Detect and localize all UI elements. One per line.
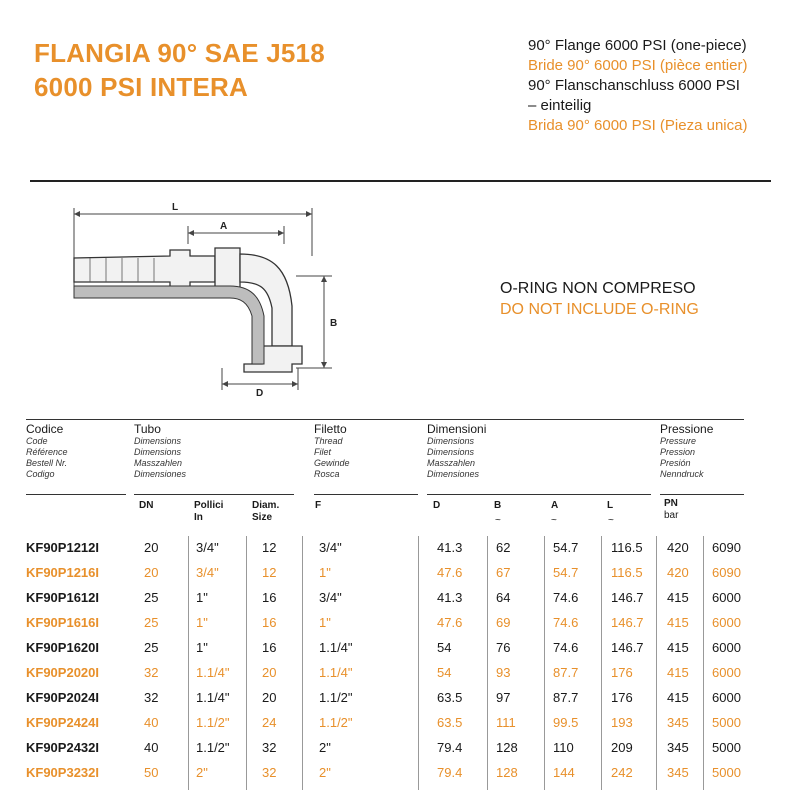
cell-inch: 1" xyxy=(196,590,208,605)
cell-pn: 415 xyxy=(667,665,689,680)
cell-psi: 6090 xyxy=(712,565,741,580)
cell-code: KF90P2024I xyxy=(26,690,99,705)
table-row xyxy=(0,585,802,610)
cell-inch: 1" xyxy=(196,615,208,630)
col-diam-size: Diam. Size xyxy=(252,500,280,523)
cell-dn: 25 xyxy=(144,615,159,630)
cell-l: 242 xyxy=(611,765,633,780)
cell-dn: 25 xyxy=(144,640,159,655)
cell-a: 99.5 xyxy=(553,715,579,730)
cell-dn: 32 xyxy=(144,690,159,705)
table-row xyxy=(0,610,802,635)
dim-label-B: B xyxy=(330,318,338,329)
cell-thread: 1.1/4" xyxy=(319,640,353,655)
header-dimensioni: Dimensioni Dimensions Dimensions Masszahlen Dimensiones xyxy=(427,422,487,479)
subtitle-line-3: 90° Flanschanschluss 6000 PSI xyxy=(528,77,740,94)
header-divider xyxy=(30,180,771,182)
cell-dn: 50 xyxy=(144,765,159,780)
cell-d: 47.6 xyxy=(437,565,463,580)
tilde-l: ~ xyxy=(608,515,614,526)
cell-b: 69 xyxy=(496,615,511,630)
cell-size: 12 xyxy=(262,565,277,580)
cell-psi: 5000 xyxy=(712,715,741,730)
cell-code: KF90P2424I xyxy=(26,715,99,730)
cell-d: 54 xyxy=(437,665,452,680)
subtitle-line-2: Bride 90° 6000 PSI (pièce entier) xyxy=(528,57,748,74)
cell-b: 62 xyxy=(496,540,511,555)
cell-size: 12 xyxy=(262,540,277,555)
cell-code: KF90P1620I xyxy=(26,640,99,655)
title-line-1: FLANGIA 90° SAE J518 xyxy=(34,38,325,68)
cell-l: 146.7 xyxy=(611,615,644,630)
cell-code: KF90P2020I xyxy=(26,665,99,680)
cell-l: 176 xyxy=(611,690,633,705)
table-row xyxy=(0,560,802,585)
col-pn: PN bar xyxy=(664,498,679,521)
header-filetto: Filetto Thread Filet Gewinde Rosca xyxy=(314,422,350,479)
cell-a: 54.7 xyxy=(553,565,579,580)
cell-pn: 415 xyxy=(667,590,689,605)
cell-l: 146.7 xyxy=(611,590,644,605)
cell-d: 63.5 xyxy=(437,690,463,705)
oring-note-italian: O-RING NON COMPRESO xyxy=(500,280,696,297)
tilde-a: ~ xyxy=(551,515,557,526)
dimensioni-rule xyxy=(427,494,651,495)
cell-inch: 1.1/2" xyxy=(196,740,230,755)
cell-size: 20 xyxy=(262,690,277,705)
cell-inch: 1.1/4" xyxy=(196,690,230,705)
cell-thread: 3/4" xyxy=(319,590,342,605)
cell-a: 110 xyxy=(553,740,574,755)
cell-psi: 6000 xyxy=(712,690,741,705)
cell-thread: 1.1/2" xyxy=(319,690,353,705)
cell-pn: 415 xyxy=(667,690,689,705)
oring-note xyxy=(500,278,699,320)
table-row xyxy=(0,660,802,685)
cell-b: 128 xyxy=(496,740,518,755)
cell-psi: 6000 xyxy=(712,615,741,630)
cell-dn: 20 xyxy=(144,540,159,555)
col-l: L xyxy=(607,500,614,511)
cell-thread: 2" xyxy=(319,740,331,755)
cell-inch: 2" xyxy=(196,765,208,780)
header-pressione: Pressione Pressure Pression Presión Nenndruck xyxy=(660,422,714,479)
table-row xyxy=(0,685,802,710)
tilde-b: ~ xyxy=(495,515,501,526)
table-row xyxy=(0,710,802,735)
cell-d: 41.3 xyxy=(437,540,463,555)
cell-pn: 420 xyxy=(667,540,689,555)
cell-code: KF90P3232I xyxy=(26,765,99,780)
col-a: A xyxy=(551,500,559,511)
cell-psi: 6000 xyxy=(712,640,741,655)
header-tubo: Tubo Dimensions Dimensions Masszahlen Dimensiones xyxy=(134,422,187,479)
cell-code: KF90P1612I xyxy=(26,590,99,605)
cell-size: 24 xyxy=(262,715,277,730)
cell-b: 111 xyxy=(496,715,516,730)
col-dn: DN xyxy=(139,500,154,511)
cell-d: 41.3 xyxy=(437,590,463,605)
pressione-rule xyxy=(660,494,744,495)
cell-dn: 40 xyxy=(144,715,159,730)
multilingual-description xyxy=(528,36,747,136)
filetto-rule xyxy=(314,494,418,495)
cell-l: 146.7 xyxy=(611,640,644,655)
cell-dn: 32 xyxy=(144,665,159,680)
cell-thread: 1.1/4" xyxy=(319,665,353,680)
cell-size: 16 xyxy=(262,640,277,655)
cell-dn: 25 xyxy=(144,590,159,605)
subtitle-line-5: Brida 90° 6000 PSI (Pieza unica) xyxy=(528,117,748,134)
cell-l: 116.5 xyxy=(611,540,643,555)
cell-code: KF90P1212I xyxy=(26,540,99,555)
cell-b: 76 xyxy=(496,640,511,655)
cell-d: 54 xyxy=(437,640,452,655)
cell-psi: 5000 xyxy=(712,765,741,780)
col-d: D xyxy=(433,500,441,511)
table-top-rule xyxy=(26,419,744,420)
cell-d: 47.6 xyxy=(437,615,463,630)
cell-thread: 1" xyxy=(319,565,331,580)
cell-a: 54.7 xyxy=(553,540,579,555)
cell-code: KF90P1216I xyxy=(26,565,99,580)
oring-note-english: DO NOT INCLUDE O-RING xyxy=(500,301,699,318)
tubo-rule xyxy=(134,494,294,495)
cell-d: 79.4 xyxy=(437,740,463,755)
cell-psi: 6000 xyxy=(712,590,741,605)
subtitle-line-4: – einteilig xyxy=(528,97,592,114)
col-f: F xyxy=(315,500,322,511)
cell-inch: 1.1/2" xyxy=(196,715,230,730)
cell-inch: 1.1/4" xyxy=(196,665,230,680)
cell-code: KF90P2432I xyxy=(26,740,99,755)
cell-thread: 3/4" xyxy=(319,540,342,555)
cell-pn: 345 xyxy=(667,715,689,730)
cell-thread: 1" xyxy=(319,615,331,630)
cell-thread: 2" xyxy=(319,765,331,780)
dim-label-L: L xyxy=(172,202,179,213)
cell-size: 32 xyxy=(262,740,277,755)
cell-psi: 6090 xyxy=(712,540,741,555)
cell-inch: 3/4" xyxy=(196,565,219,580)
cell-pn: 345 xyxy=(667,765,689,780)
cell-psi: 5000 xyxy=(712,740,741,755)
cell-inch: 3/4" xyxy=(196,540,219,555)
cell-pn: 420 xyxy=(667,565,689,580)
cell-a: 87.7 xyxy=(553,690,579,705)
cell-a: 144 xyxy=(553,765,575,780)
cell-d: 79.4 xyxy=(437,765,463,780)
table-row xyxy=(0,535,802,560)
dim-label-D: D xyxy=(256,388,264,399)
cell-b: 97 xyxy=(496,690,511,705)
cell-pn: 415 xyxy=(667,640,689,655)
cell-l: 193 xyxy=(611,715,633,730)
cell-a: 74.6 xyxy=(553,590,579,605)
codice-rule xyxy=(26,494,126,495)
cell-a: 74.6 xyxy=(553,640,579,655)
cell-size: 20 xyxy=(262,665,277,680)
cell-b: 67 xyxy=(496,565,511,580)
cell-size: 16 xyxy=(262,615,277,630)
cell-pn: 345 xyxy=(667,740,689,755)
cell-a: 74.6 xyxy=(553,615,579,630)
cell-size: 16 xyxy=(262,590,277,605)
cell-b: 64 xyxy=(496,590,511,605)
fitting-drawing xyxy=(40,196,350,401)
cell-code: KF90P1616I xyxy=(26,615,99,630)
title-line-2: 6000 PSI INTERA xyxy=(34,72,248,102)
cell-b: 93 xyxy=(496,665,511,680)
cell-dn: 40 xyxy=(144,740,159,755)
cell-size: 32 xyxy=(262,765,277,780)
table-row xyxy=(0,760,802,785)
cell-thread: 1.1/2" xyxy=(319,715,353,730)
cell-l: 176 xyxy=(611,665,633,680)
table-row xyxy=(0,735,802,760)
cell-d: 63.5 xyxy=(437,715,463,730)
cell-pn: 415 xyxy=(667,615,689,630)
table-row xyxy=(0,635,802,660)
cell-dn: 20 xyxy=(144,565,159,580)
page-title xyxy=(34,36,325,104)
cell-l: 209 xyxy=(611,740,633,755)
col-b: B xyxy=(494,500,502,511)
cell-b: 128 xyxy=(496,765,518,780)
subtitle-line-1: 90° Flange 6000 PSI (one-piece) xyxy=(528,37,747,54)
cell-inch: 1" xyxy=(196,640,208,655)
header-codice: Codice Code Référence Bestell Nr. Codigo xyxy=(26,422,68,479)
col-pollici: Pollici In xyxy=(194,500,224,523)
dim-label-A: A xyxy=(220,221,228,232)
cell-a: 87.7 xyxy=(553,665,579,680)
cell-l: 116.5 xyxy=(611,565,643,580)
cell-psi: 6000 xyxy=(712,665,741,680)
